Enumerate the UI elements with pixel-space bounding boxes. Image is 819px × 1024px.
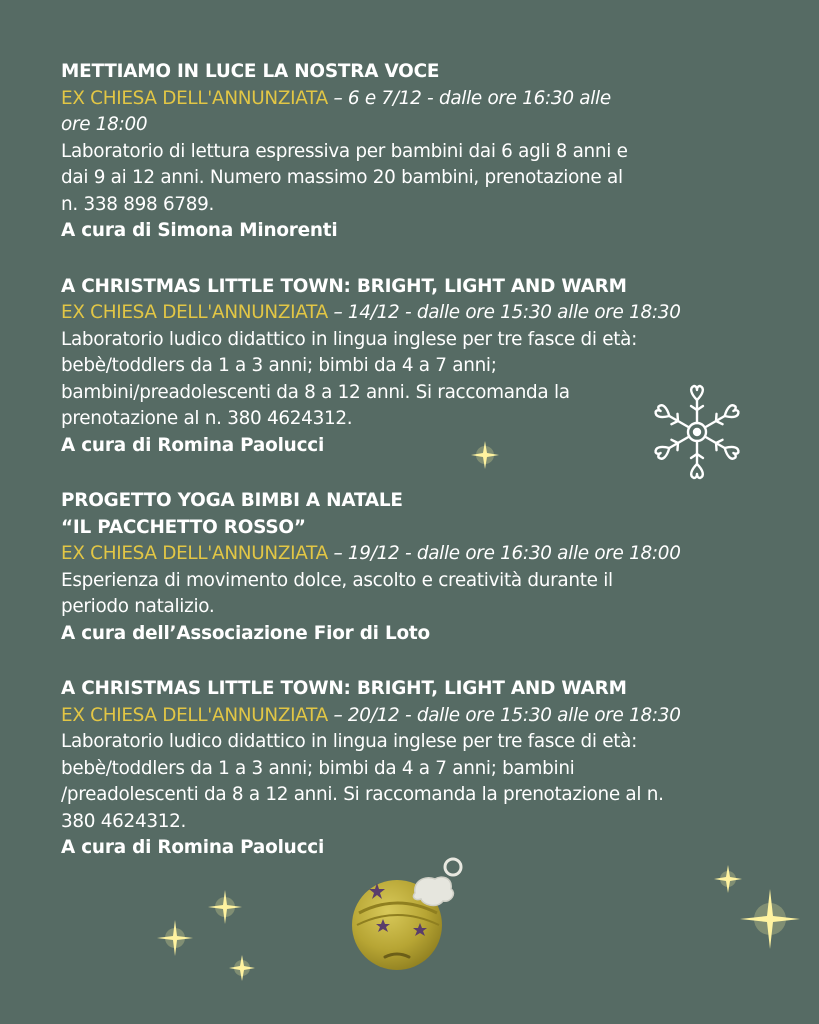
event-title: A CHRISTMAS LITTLE TOWN: BRIGHT, LIGHT AND WARM xyxy=(61,678,627,699)
snowflake-icon xyxy=(646,384,748,480)
event-description-line: Laboratorio di lettura espressiva per bambini dai 6 agli 8 anni e xyxy=(61,140,628,162)
event-item xyxy=(61,488,781,647)
sparkle-icon xyxy=(225,951,259,985)
event-item xyxy=(61,676,781,862)
sparkle-icon xyxy=(734,883,806,955)
event-meta-line xyxy=(61,86,781,113)
event-description-line: 380 4624312. xyxy=(61,810,187,832)
event-description-line: dai 9 ai 12 anni. Numero massimo 20 bambini, prenotazione al xyxy=(61,167,623,188)
event-meta-line xyxy=(61,300,781,327)
event-description-line: bebè/toddlers da 1 a 3 anni; bimbi da 4 a 7 anni; xyxy=(61,355,497,376)
event-description-line: bebè/toddlers da 1 a 3 anni; bimbi da 4 a 7 anni; bambini xyxy=(61,757,575,779)
event-item xyxy=(61,59,781,245)
event-schedule: – 20/12 - dalle ore 15:30 alle ore 18:30 xyxy=(327,704,681,726)
event-venue: EX CHIESA DELL'ANNUNZIATA xyxy=(61,302,328,323)
event-description-line: n. 338 898 6789. xyxy=(61,193,215,215)
event-curator: A cura di Romina Paolucci xyxy=(61,434,325,456)
event-venue: EX CHIESA DELL'ANNUNZIATA xyxy=(61,704,328,726)
event-schedule: – 14/12 - dalle ore 15:30 alle ore 18:30 xyxy=(327,302,681,323)
event-schedule: ore 18:00 xyxy=(61,114,148,135)
event-description-line: bambini/preadolescenti da 8 a 12 anni. Si raccomanda la xyxy=(61,381,570,403)
event-meta-line xyxy=(61,703,781,730)
event-description-line: Laboratorio ludico didattico in lingua inglese per tre fasce di età: xyxy=(61,328,638,350)
sparkle-icon xyxy=(152,915,198,961)
event-title: A CHRISTMAS LITTLE TOWN: BRIGHT, LIGHT AND WARM xyxy=(61,275,627,297)
event-description-line: Laboratorio ludico didattico in lingua inglese per tre fasce di età: xyxy=(61,731,638,752)
event-curator: A cura di Simona Minorenti xyxy=(61,220,338,241)
sparkle-icon xyxy=(203,885,247,929)
event-venue: EX CHIESA DELL'ANNUNZIATA xyxy=(61,543,328,564)
event-description-line: prenotazione al n. 380 4624312. xyxy=(61,408,353,429)
christmas-bell-ornament-icon xyxy=(345,853,475,978)
event-curator: A cura di Romina Paolucci xyxy=(61,837,325,858)
event-curator: A cura dell’Associazione Fior di Loto xyxy=(61,622,430,644)
event-subtitle: “IL PACCHETTO ROSSO” xyxy=(61,516,306,538)
event-meta-line xyxy=(61,541,781,568)
event-venue: EX CHIESA DELL'ANNUNZIATA xyxy=(61,87,328,109)
event-description-line: periodo natalizio. xyxy=(61,596,215,617)
event-description-line: /preadolescenti da 8 a 12 anni. Si raccomanda la prenotazione al n. xyxy=(61,784,664,805)
sparkle-icon xyxy=(466,436,504,474)
event-title: PROGETTO YOGA BIMBI A NATALE xyxy=(61,490,403,511)
event-meta-line xyxy=(61,112,781,139)
event-schedule: – 6 e 7/12 - dalle ore 16:30 alle xyxy=(327,87,611,109)
event-description-line: Esperienza di movimento dolce, ascolto e creatività durante il xyxy=(61,569,613,591)
event-title: METTIAMO IN LUCE LA NOSTRA VOCE xyxy=(61,61,440,82)
event-schedule: – 19/12 - dalle ore 16:30 alle ore 18:00 xyxy=(327,543,681,564)
